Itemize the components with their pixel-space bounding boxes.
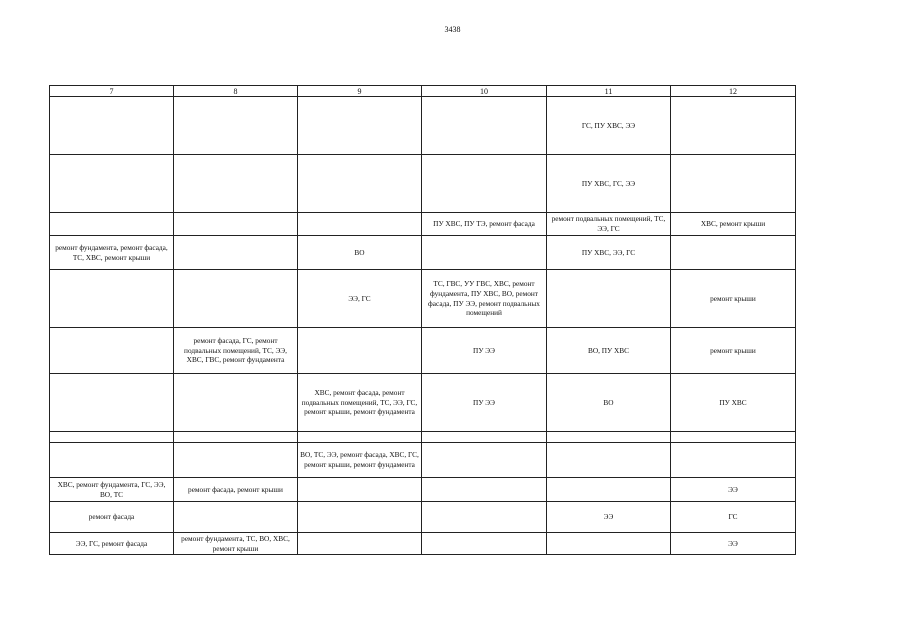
table-cell: [50, 213, 174, 236]
table-cell: ВО: [298, 236, 422, 270]
column-header: 9: [298, 86, 422, 97]
table-cell: [422, 443, 547, 478]
table-cell: [422, 432, 547, 443]
table-row: [50, 97, 796, 155]
table-cell: [50, 97, 174, 155]
data-table: [49, 85, 796, 555]
table-cell: ЭЭ: [671, 533, 796, 555]
table-cell: [174, 443, 298, 478]
table-cell: ВО: [547, 374, 671, 432]
table-cell: [422, 236, 547, 270]
table-cell: [547, 533, 671, 555]
table-cell: ремонт фасада: [50, 502, 174, 533]
column-header: 11: [547, 86, 671, 97]
table-cell: [422, 502, 547, 533]
table-cell: [174, 213, 298, 236]
table-row: [50, 213, 796, 236]
table-cell: ЭЭ: [547, 502, 671, 533]
table-cell: [298, 533, 422, 555]
table-cell: [50, 443, 174, 478]
table-cell: ЭЭ, ГС: [298, 270, 422, 328]
table-cell: [298, 328, 422, 374]
table-cell: ремонт фасада, ГС, ремонт подвальных помещений, ТС, ЭЭ, ХВС, ГВС, ремонт фундамента: [174, 328, 298, 374]
table-cell: [671, 97, 796, 155]
table-cell: [174, 270, 298, 328]
table-cell: [671, 236, 796, 270]
table-cell: ВО, ПУ ХВС: [547, 328, 671, 374]
table-cell: ХВС, ремонт фундамента, ГС, ЭЭ, ВО, ТС: [50, 478, 174, 502]
table-row: [50, 328, 796, 374]
table-cell: [671, 155, 796, 213]
table-row: [50, 502, 796, 533]
table-cell: [50, 270, 174, 328]
table-header-row: [50, 86, 796, 97]
table-cell: [298, 478, 422, 502]
table-cell: ВО, ТС, ЭЭ, ремонт фасада, ХВС, ГС, ремонт крыши, ремонт фундамента: [298, 443, 422, 478]
table-cell: ПУ ХВС: [671, 374, 796, 432]
table-cell: ремонт фасада, ремонт крыши: [174, 478, 298, 502]
table-cell: ЭЭ, ГС, ремонт фасада: [50, 533, 174, 555]
table-cell: [50, 374, 174, 432]
table-cell: [174, 155, 298, 213]
table-cell: ремонт фундамента, ремонт фасада, ТС, ХВС, ремонт крыши: [50, 236, 174, 270]
table-cell: ПУ ЭЭ: [422, 374, 547, 432]
table-row: [50, 270, 796, 328]
table-cell: ПУ ХВС, ПУ ТЭ, ремонт фасада: [422, 213, 547, 236]
table-cell: [174, 236, 298, 270]
table-cell: ремонт подвальных помещений, ТС, ЭЭ, ГС: [547, 213, 671, 236]
page-number: 3438: [444, 25, 461, 34]
table-cell: [422, 478, 547, 502]
table-cell: ПУ ХВС, ГС, ЭЭ: [547, 155, 671, 213]
table-cell: ГС: [671, 502, 796, 533]
table-body: [50, 86, 796, 555]
table-cell: [547, 443, 671, 478]
table-row: [50, 443, 796, 478]
table-cell: [547, 270, 671, 328]
table-cell: ГС, ПУ ХВС, ЭЭ: [547, 97, 671, 155]
column-header: 8: [174, 86, 298, 97]
table-cell: ПУ ХВС, ЭЭ, ГС: [547, 236, 671, 270]
table-cell: ХВС, ремонт фасада, ремонт подвальных помещений, ТС, ЭЭ, ГС, ремонт крыши, ремонт фундамента: [298, 374, 422, 432]
table-row: [50, 236, 796, 270]
table-cell: [671, 432, 796, 443]
table-cell: ЭЭ: [671, 478, 796, 502]
table-cell: [174, 374, 298, 432]
table-cell: [422, 97, 547, 155]
column-header: 7: [50, 86, 174, 97]
table-cell: [50, 155, 174, 213]
table-cell: [298, 97, 422, 155]
table-row: [50, 374, 796, 432]
table-cell: [298, 432, 422, 443]
table-cell: [50, 432, 174, 443]
table-cell: [422, 533, 547, 555]
table-cell: ХВС, ремонт крыши: [671, 213, 796, 236]
column-header: 10: [422, 86, 547, 97]
table-cell: ПУ ЭЭ: [422, 328, 547, 374]
table-row: [50, 155, 796, 213]
table-row: [50, 533, 796, 555]
table-cell: [174, 97, 298, 155]
table-row: [50, 478, 796, 502]
table-cell: [547, 478, 671, 502]
table-cell: ТС, ГВС, УУ ГВС, ХВС, ремонт фундамента, ПУ ХВС, ВО, ремонт фасада, ПУ ЭЭ, ремонт подвальных помещений: [422, 270, 547, 328]
table-cell: [174, 432, 298, 443]
table-cell: [50, 328, 174, 374]
table-cell: [547, 432, 671, 443]
table-cell: [671, 443, 796, 478]
column-header: 12: [671, 86, 796, 97]
table-row: [50, 432, 796, 443]
table-cell: [298, 213, 422, 236]
table-cell: ремонт крыши: [671, 328, 796, 374]
table-cell: ремонт крыши: [671, 270, 796, 328]
table-cell: [174, 502, 298, 533]
table-cell: ремонт фундамента, ТС, ВО, ХВС, ремонт крыши: [174, 533, 298, 555]
table-cell: [298, 502, 422, 533]
table-cell: [298, 155, 422, 213]
table-cell: [422, 155, 547, 213]
